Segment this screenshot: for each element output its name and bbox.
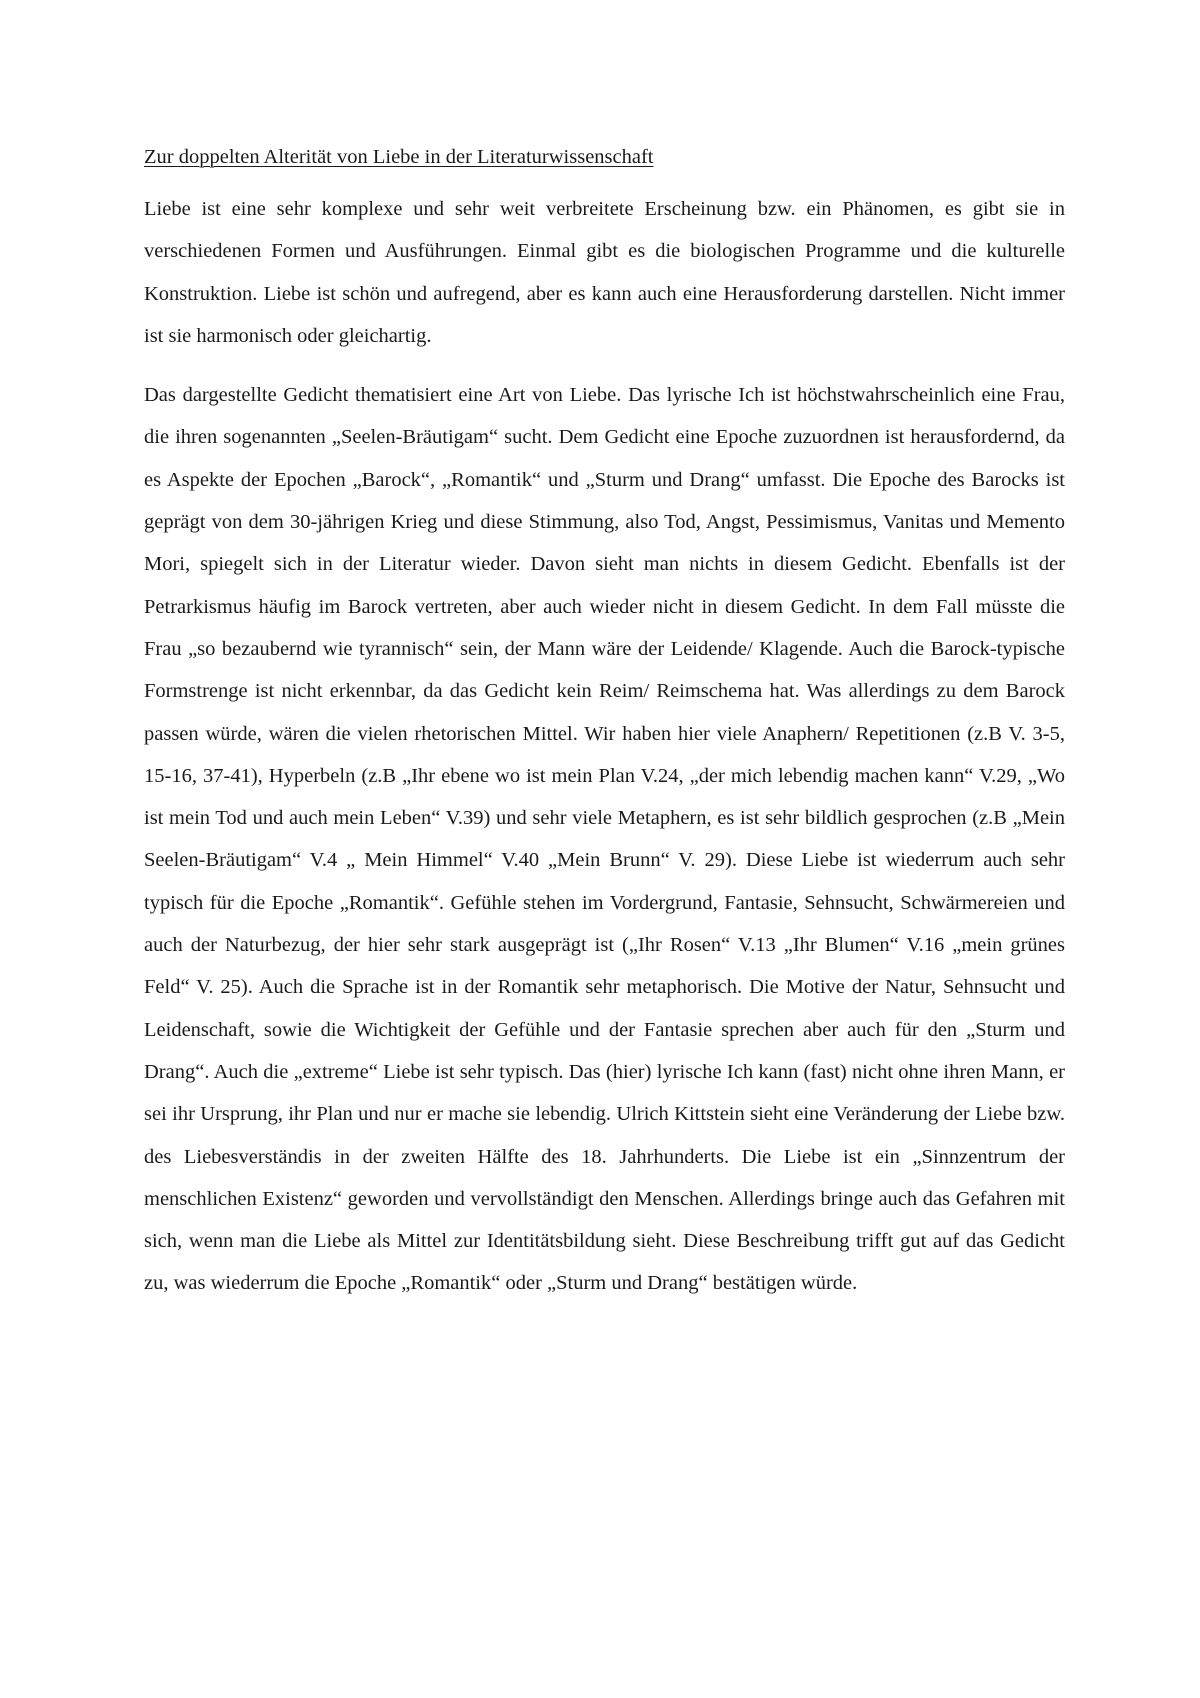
paragraph-analysis: Das dargestellte Gedicht thematisiert eine Art von Liebe. Das lyrische Ich ist höchstwahrscheinlich eine Frau, die ihren sogenannten „Seelen-Bräutigam“ sucht. Dem Gedicht eine Epoche zuzuordnen ist herausfordernd, da es Aspekte der Epochen „Barock“, „Romantik“ und „Sturm und Drang“ umfasst. Die Epoche des Barocks ist geprägt von dem 30-jährigen Krieg und diese Stimmung, also Tod, Angst, Pessimismus, Vanitas und Memento Mori, spiegelt sich in der Literatur wieder. Davon sieht man nichts in diesem Gedicht. Ebenfalls ist der Petrarkismus häufig im Barock vertreten, aber auch wieder nicht in diesem Gedicht. In dem Fall müsste die Frau „so bezaubernd wie tyrannisch“ sein, der Mann wäre der Leidende/ Klagende. Auch die Barock-typische Formstrenge ist nicht erkennbar, da das Gedicht kein Reim/ Reimschema hat. Was allerdings zu dem Barock passen würde, wären die vielen rhetorischen Mittel. Wir haben hier viele Anaphern/ Repetitionen (z.B V. 3-5, 15-16, 37-41), Hyperbeln (z.B „Ihr ebene wo ist mein Plan V.24, „der mich lebendig machen kann“ V.29, „Wo ist mein Tod und auch mein Leben“ V.39) und sehr viele Metaphern, es ist sehr bildlich gesprochen (z.B „Mein Seelen-Bräutigam“ V.4 „ Mein Himmel“ V.40 „Mein Brunn“ V. 29). Diese Liebe ist wiederrum auch sehr typisch für die Epoche „Romantik“. Gefühle stehen im Vordergrund, Fantasie, Sehnsucht, Schwärmereien und auch der Naturbezug, der hier sehr stark ausgeprägt ist („Ihr Rosen“ V.13 „Ihr Blumen“ V.16 „mein grünes Feld“ V. 25). Auch die Sprache ist in der Romantik sehr metaphorisch. Die Motive der Natur, Sehnsucht und Leidenschaft, sowie die Wichtigkeit der Gefühle und der Fantasie sprechen aber auch für den „Sturm und Drang“. Auch die „extreme“ Liebe ist sehr typisch. Das (hier) lyrische Ich kann (fast) nicht ohne ihren Mann, er sei ihr Ursprung, ihr Plan und nur er mache sie lebendig. Ulrich Kittstein sieht eine Veränderung der Liebe bzw. des Liebesverständis in der zweiten Hälfte des 18. Jahrhunderts. Die Liebe ist ein „Sinnzentrum der menschlichen Existenz“ geworden und vervollständigt den Menschen. Allerdings bringe auch das Gefahren mit sich, wenn man die Liebe als Mittel zur Identitätsbildung sieht. Diese Beschreibung trifft gut auf das Gedicht zu, was wiederrum die Epoche „Romantik“ oder „Sturm und Drang“ bestätigen würde. [144,384,1065,1295]
document-body [144,142,1065,1322]
document-title: Zur doppelten Alterität von Liebe in der Literaturwissenschaft [144,146,654,168]
paragraph-intro: Liebe ist eine sehr komplexe und sehr weit verbreitete Erscheinung bzw. ein Phänomen, es gibt sie in verschiedenen Formen und Ausführungen. Einmal gibt es die biologischen Programme und die kulturelle Konstruktion. Liebe ist schön und aufregend, aber es kann auch eine Herausforderung darstellen. Nicht immer ist sie harmonisch oder gleichartig. [144,198,1065,347]
